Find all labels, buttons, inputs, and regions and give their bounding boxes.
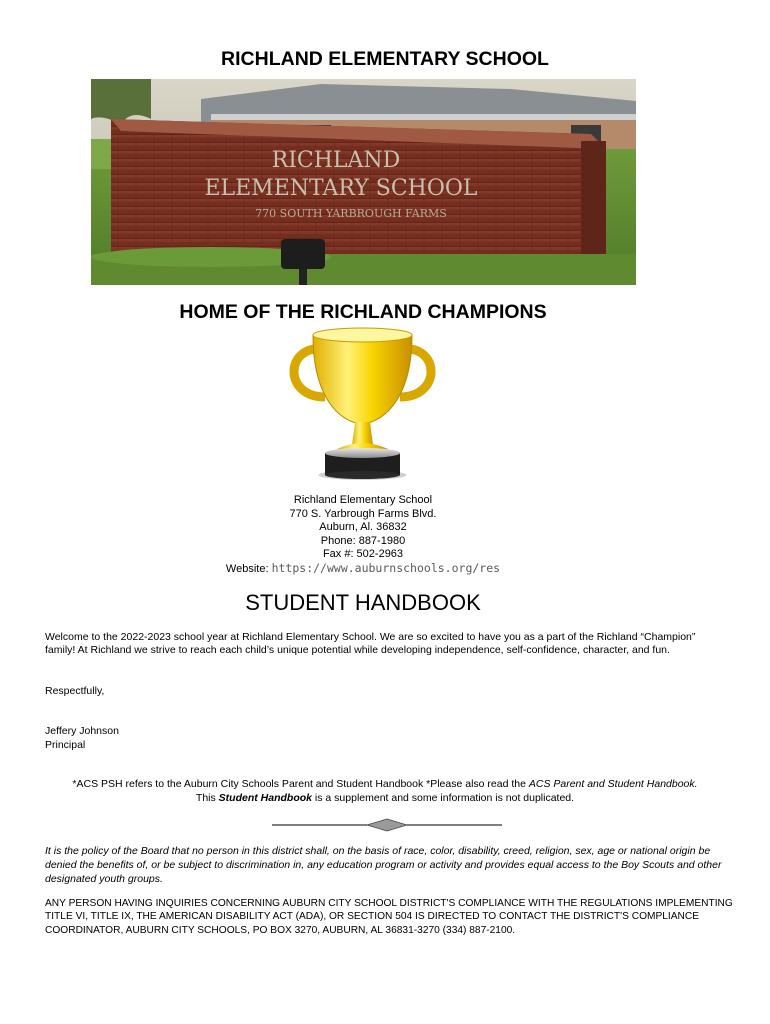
note-text: *ACS PSH refers to the Auburn City Schools Parent and Student Handbook *Please also read the bbox=[72, 778, 529, 790]
signer-title: Principal bbox=[45, 739, 86, 751]
website-label: Website: bbox=[225, 563, 269, 575]
website-link[interactable]: https://www.auburnschools.org/res bbox=[271, 561, 501, 575]
note-bold: Student Handbook bbox=[218, 792, 312, 804]
signature-block bbox=[45, 724, 119, 752]
signer-name: Jeffery Johnson bbox=[45, 725, 119, 737]
note-prefix: This bbox=[195, 792, 219, 804]
fax-number: Fax #: 502-2963 bbox=[322, 548, 404, 560]
note-italic: ACS Parent and Student Handbook. bbox=[528, 778, 698, 790]
note-suffix: is a supplement and some information is not duplicated. bbox=[312, 792, 575, 804]
sign-line-3: 770 SOUTH YARBROUGH FARMS bbox=[255, 207, 447, 220]
ornamental-divider bbox=[272, 818, 502, 832]
street-address: 770 S. Yarbrough Farms Blvd. bbox=[289, 507, 437, 520]
handbook-note bbox=[0, 777, 770, 805]
sign-line-1: RICHLAND bbox=[271, 148, 401, 173]
handbook-title: STUDENT HANDBOOK bbox=[245, 590, 481, 615]
school-name: Richland Elementary School bbox=[293, 494, 433, 506]
document-title: RICHLAND ELEMENTARY SCHOOL bbox=[221, 48, 549, 70]
phone-number: Phone: 887-1980 bbox=[320, 534, 406, 547]
trophy-icon bbox=[285, 327, 440, 480]
website-line bbox=[0, 561, 726, 575]
school-subtitle: HOME OF THE RICHLAND CHAMPIONS bbox=[179, 301, 547, 323]
note-line-1 bbox=[0, 777, 770, 791]
school-sign-photo bbox=[91, 79, 636, 285]
note-line-2 bbox=[0, 791, 770, 805]
welcome-paragraph: Welcome to the 2022-2023 school year at Richland Elementary School. We are so excited to have you as a part of the Richland “Champion” family! At Richland we strive to reach each child’s unique potential while developing independence, self-confidence, character, and fun. bbox=[45, 631, 696, 657]
nondiscrimination-policy: It is the policy of the Board that no person in this district shall, on the basis of race, color, disability, creed, religion, sex, age or national origin be denied the benefits of, or be subject to discrimination in, any education program or activity and provides equal access to the Boy Scouts and other designated youth groups. bbox=[45, 845, 722, 885]
city-state-zip: Auburn, Al. 36832 bbox=[319, 521, 407, 533]
sign-line-2: ELEMENTARY SCHOOL bbox=[204, 176, 478, 201]
compliance-notice: ANY PERSON HAVING INQUIRIES CONCERNING AUBURN CITY SCHOOL DISTRICT'S COMPLIANCE WITH THE REGULATIONS IMPLEMENTING TITLE VI, TITLE IX, THE AMERICAN DISABILITY ACT (ADA), OR SECTION 504 IS DIRECTED TO CONTACT THE DISTRICT'S COMPLIANCE COORDINATOR, AUBURN CITY SCHOOLS, PO BOX 3270, AUBURN, AL 36831-3270 (334) 887-2100. bbox=[45, 898, 733, 936]
school-address bbox=[0, 494, 726, 562]
closing-line: Respectfully, bbox=[45, 685, 105, 697]
